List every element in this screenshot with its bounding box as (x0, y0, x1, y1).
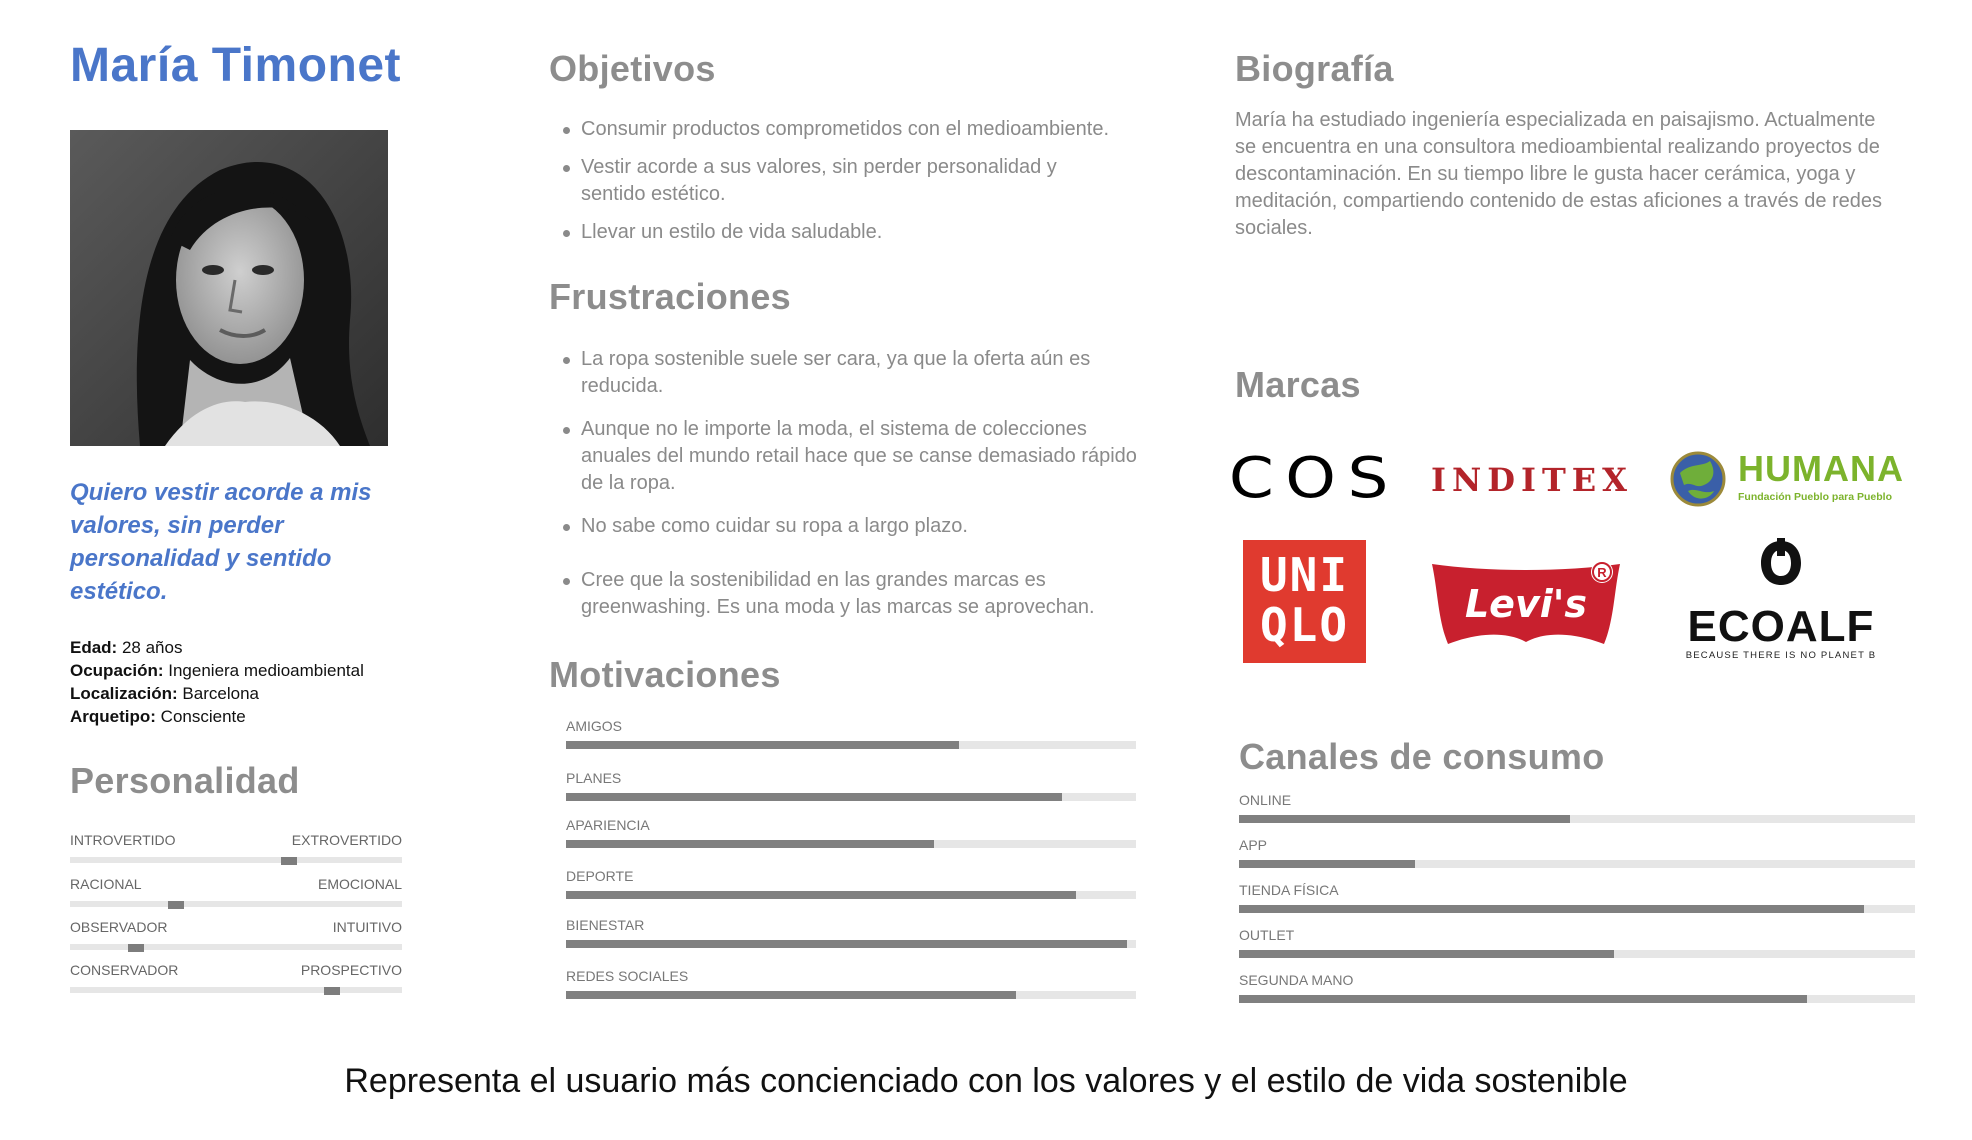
trait-left-label: INTROVERTIDO (70, 832, 176, 848)
inditex-wordmark: INDITEX (1431, 461, 1633, 499)
bar-label: REDES SOCIALES (566, 968, 689, 984)
trait-marker (324, 987, 340, 995)
trait-rational-emotional (70, 876, 402, 907)
trait-marker (128, 944, 144, 952)
persona-photo (70, 130, 388, 446)
frustrations-title: Frustraciones (549, 276, 791, 317)
fact-value: Barcelona (182, 684, 259, 703)
trait-marker (168, 901, 184, 909)
channels-title: Canales de consumo (1239, 736, 1605, 777)
bar-label: APP (1239, 837, 1268, 853)
bar-label: AMIGOS (566, 718, 623, 734)
humana-subtitle: Fundación Pueblo para Pueblo (1738, 491, 1893, 503)
biography-text: María ha estudiado ingeniería especializada en paisajismo. Actualmente se encuentra en una consultora medioambiental realizando proyectos de descontaminación. En su tiempo libre le gusta hacer cerámica, yoga y meditación, compartiendo contenido de estas aficiones a través de redes sociales. (1235, 109, 1883, 239)
motivation-bar (566, 770, 1136, 801)
bar-track (566, 840, 1136, 848)
objectives-list (549, 116, 1189, 246)
bar-label: APARIENCIA (566, 817, 650, 833)
bar-track (566, 940, 1136, 948)
persona-caption: Representa el usuario más concienciado con los valores y el estilo de vida sostenible (344, 1062, 1628, 1100)
ecoalf-wordmark: ECOALF (1687, 602, 1875, 651)
motivation-bar (566, 868, 1136, 899)
trait-right-label: INTUITIVO (332, 919, 402, 935)
bar-label: ONLINE (1239, 792, 1292, 808)
bar-track (1239, 950, 1915, 958)
frustration-item: La ropa sostenible suele ser cara, ya que la oferta aún es reducida. (549, 346, 1121, 400)
frustrations-list (549, 346, 1149, 621)
channel-bar (1239, 882, 1915, 913)
bar-label: SEGUNDA MANO (1239, 972, 1354, 988)
fact-label: Arquetipo: (70, 707, 156, 726)
bar-label: PLANES (566, 770, 622, 786)
fact-label: Localización: (70, 684, 178, 703)
brand-levis-logo (1428, 558, 1624, 650)
trait-track (70, 901, 402, 907)
motivation-bar (566, 917, 1136, 948)
bar-fill (566, 991, 1016, 999)
objective-item: Vestir acorde a sus valores, sin perder personalidad y sentido estético. (549, 154, 1121, 208)
motivations-title: Motivaciones (549, 654, 781, 695)
persona-facts (70, 636, 364, 728)
bar-fill (1239, 995, 1807, 1003)
bar-track (566, 991, 1136, 999)
bar-track (1239, 860, 1915, 868)
trait-left-label: CONSERVADOR (70, 962, 179, 978)
brand-uniqlo-logo (1243, 540, 1366, 663)
bar-fill (1239, 860, 1415, 868)
bar-track (1239, 995, 1915, 1003)
trait-introvert-extrovert (70, 832, 402, 863)
bar-label: BIENESTAR (566, 917, 645, 933)
objective-item: Llevar un estilo de vida saludable. (549, 219, 1189, 246)
channel-bar (1239, 837, 1915, 868)
trait-marker (281, 857, 297, 865)
bar-fill (1239, 905, 1864, 913)
trait-observer-intuitive (70, 919, 402, 950)
brand-cos-logo (1228, 445, 1401, 511)
ecoalf-symbol-icon (1756, 538, 1806, 588)
fact-age (70, 636, 364, 659)
cos-wordmark: COS (1228, 445, 1401, 511)
humana-globe-icon (1670, 451, 1726, 507)
fact-occupation (70, 659, 364, 682)
motivation-bar (566, 817, 1136, 848)
frustration-item: No sabe como cuidar su ropa a largo plazo. (549, 513, 1149, 540)
bar-track (1239, 905, 1915, 913)
brands-title: Marcas (1235, 364, 1361, 405)
fact-label: Edad: (70, 638, 118, 657)
fact-label: Ocupación: (70, 661, 164, 680)
ecoalf-tagline: BECAUSE THERE IS NO PLANET B (1685, 650, 1877, 661)
trait-left-label: OBSERVADOR (70, 919, 168, 935)
bar-fill (566, 741, 959, 749)
bar-label: TIENDA FÍSICA (1239, 882, 1339, 898)
bar-track (566, 741, 1136, 749)
trait-right-label: EXTROVERTIDO (291, 832, 402, 848)
channel-bar (1239, 927, 1915, 958)
biography-title: Biografía (1235, 48, 1394, 89)
bar-fill (566, 891, 1076, 899)
personality-title: Personalidad (70, 760, 300, 801)
fact-value: Ingeniera medioambiental (168, 661, 364, 680)
bar-fill (566, 940, 1127, 948)
persona-name: María Timonet (70, 39, 402, 92)
fact-location (70, 682, 364, 705)
levis-wordmark: Levi's (1464, 582, 1588, 626)
motivation-bar (566, 718, 1136, 749)
brand-inditex-logo (1432, 460, 1632, 500)
trait-left-label: RACIONAL (70, 876, 142, 892)
objectives-title: Objetivos (549, 48, 716, 89)
svg-text:R: R (1597, 565, 1607, 580)
trait-conservative-prospective (70, 962, 402, 993)
uniqlo-bottom: QLO (1259, 598, 1350, 652)
trait-track (70, 987, 402, 993)
bar-track (566, 793, 1136, 801)
trait-right-label: PROSPECTIVO (300, 962, 402, 978)
bar-track (566, 891, 1136, 899)
bar-fill (566, 793, 1062, 801)
trait-track (70, 944, 402, 950)
bar-label: OUTLET (1239, 927, 1295, 943)
bar-fill (566, 840, 934, 848)
frustration-item: Cree que la sostenibilidad en las grandes marcas es greenwashing. Es una moda y las marcas se aprovechan. (549, 567, 1141, 621)
persona-quote: Quiero vestir acorde a mis valores, sin perder personalidad y sentido estético. (70, 479, 372, 605)
fact-value: 28 años (121, 638, 183, 657)
brand-humana-logo (1670, 448, 1920, 510)
brand-ecoalf-logo (1676, 538, 1886, 668)
humana-wordmark: HUMANA (1738, 448, 1904, 489)
channel-bar (1239, 972, 1915, 1003)
bar-fill (1239, 815, 1570, 823)
motivation-bar (566, 968, 1136, 999)
uniqlo-top: UNI (1259, 548, 1350, 602)
trait-track (70, 857, 402, 863)
bar-label: DEPORTE (566, 868, 634, 884)
channels-bars (1239, 792, 1915, 1003)
trait-right-label: EMOCIONAL (317, 876, 402, 892)
frustration-item: Aunque no le importe la moda, el sistema de colecciones anuales del mundo retail hace que se canse demasiado rápido de la ropa. (549, 416, 1141, 497)
channel-bar (1239, 792, 1915, 823)
fact-archetype (70, 705, 364, 728)
motivations-bars (566, 718, 1136, 999)
bar-track (1239, 815, 1915, 823)
fact-value: Consciente (160, 707, 246, 726)
objective-item: Consumir productos comprometidos con el medioambiente. (549, 116, 1189, 143)
bar-fill (1239, 950, 1614, 958)
